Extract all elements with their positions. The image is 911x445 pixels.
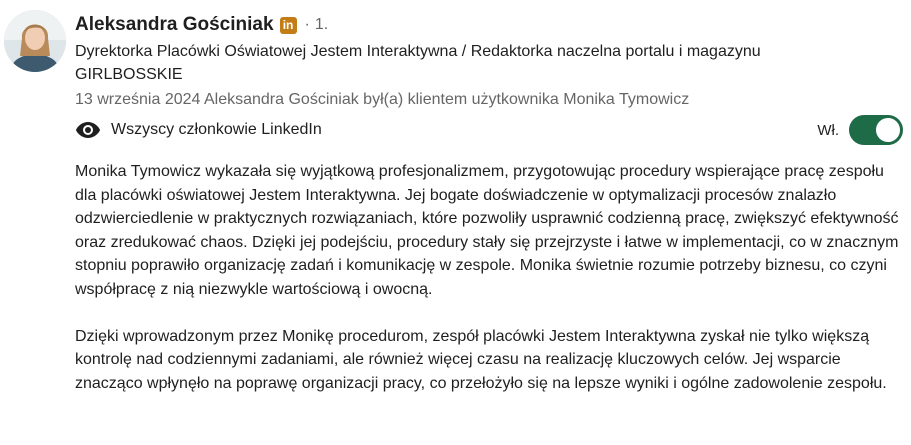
author-name-row [75,12,901,38]
separator-dot: · [304,16,310,33]
recommendation-paragraph-1: Monika Tymowicz wykazała się wyjątkową profesjonalizmem, przygotowując procedury wspierające pracę zespołu dla placówki oświatowej Jestem Interaktywna. Jej bogate doświadczenie w optymalizacji procesów znalazło odzwierciedlenie w praktycznych rozwiązaniach, które pozwoliły usprawnić codzienną pracę, zwiększyć efektywność oraz zredukować chaos. Dzięki jej podejściu, procedury stały się przejrzyste i łatwe w implementacji, co w znacznym stopniu poprawiło organizację zadań i komunikację w zespole. Monika świetnie rozumie potrzeby biznesu, co czyni współpracę z nią niezwykle wartościową i owocną. [75,163,899,298]
visibility-toggle[interactable] [849,115,903,145]
visibility-row [75,118,322,142]
recommendation-header [75,12,901,111]
recommendation-meta: 13 września 2024 Aleksandra Gościniak był(a) klientem użytkownika Monika Tymowicz [75,91,690,108]
visibility-label: Wszyscy członkowie LinkedIn [111,121,322,138]
toggle-label: Wł. [817,121,839,139]
recommendation-paragraph-2: Dzięki wprowadzonym przez Monikę procedurom, zespół placówki Jestem Interaktywna zyskał nie tylko większą kontrolę nad codziennymi zadaniami, ale również więcej czasu na realizację kluczowych celów. Jej wsparcie znacząco wpłynęło na poprawę organizacji pracy, co przełożyło się na lepsze wyniki i ogólne zadowolenie zespołu. [75,327,887,392]
toggle-knob [876,118,900,142]
author-name[interactable]: Aleksandra Gościniak [75,14,274,35]
visibility-toggle-group [817,115,903,145]
eye-icon [75,120,101,140]
connection-degree: 1. [314,16,329,33]
recommendation-text [75,160,905,419]
linkedin-premium-icon: in [280,17,297,34]
author-avatar[interactable] [4,10,66,72]
author-headline: Dyrektorka Placówki Oświatowej Jestem Interaktywna / Redaktorka naczelna portalu i magazynu GIRLBOSSKIE [75,43,761,83]
